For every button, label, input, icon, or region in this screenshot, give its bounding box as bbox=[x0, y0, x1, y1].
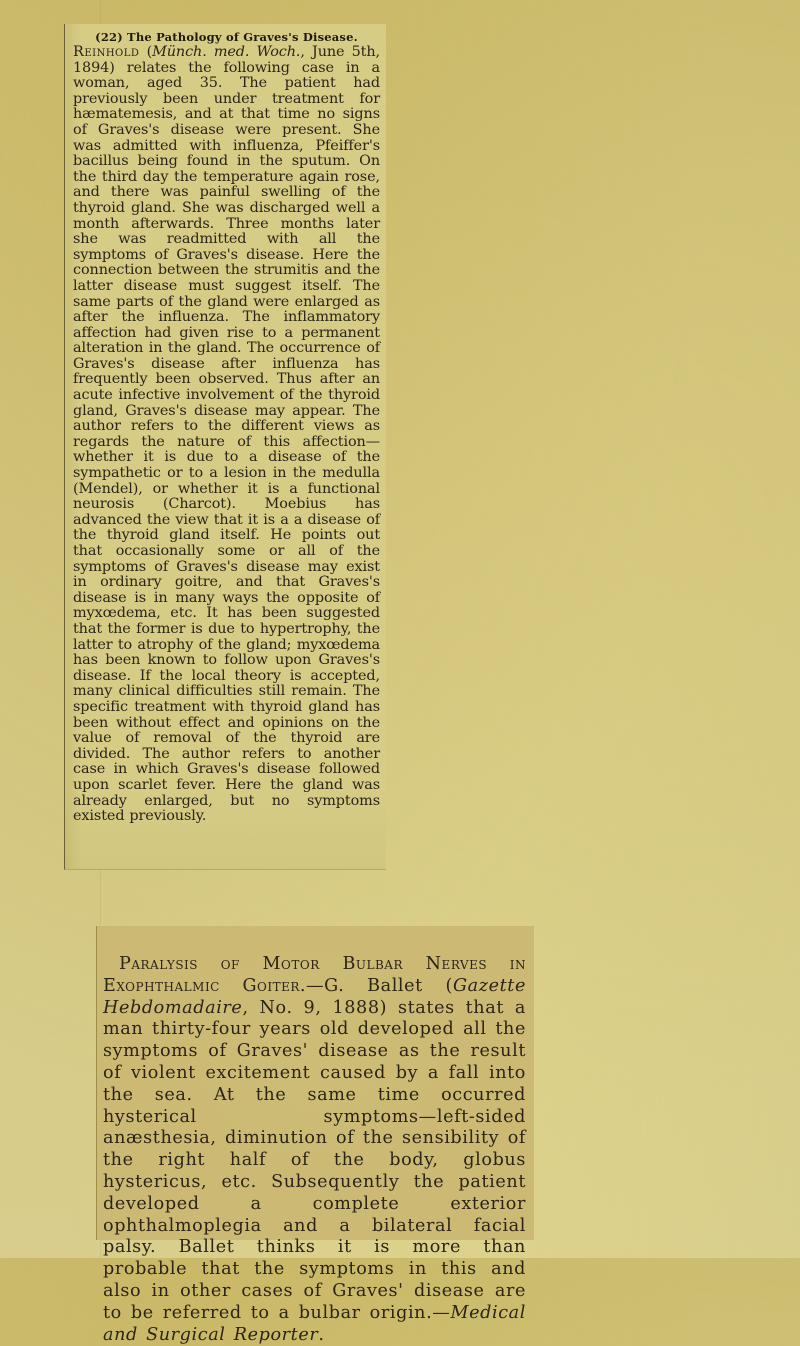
article-title: Paralysis of Motor Bulbar Nerves in Exophthalmic Goiter. bbox=[103, 954, 526, 996]
citation-date: , June 5th, 1894) bbox=[73, 44, 380, 76]
article-text: states that a man thirty-four years old developed all the symptoms of Graves' disease as the result of violent excitement caused by a fall into the sea. At the same time occurred hysterical symptoms—left-sided anæsthesia, diminution of the sensibility of the right half of the body, globus hystericus, etc. Subsequently the patient developed a complete exterior ophthalmoplegia and a bilateral facial palsy. Ballet thinks it is more than probable that the symptoms in this and also in other cases of Graves' disease are to be referred to a bulbar origin.— bbox=[103, 997, 526, 1323]
article-body bbox=[103, 954, 526, 1346]
citation-journal: Münch. med. Woch. bbox=[152, 44, 301, 60]
article-author: Reinhold bbox=[73, 44, 140, 60]
citation-open: ( bbox=[139, 44, 153, 60]
source-journal: Medical and Surgical Reporter bbox=[103, 1302, 526, 1345]
book-clipping-bulbar-paralysis bbox=[96, 926, 534, 1345]
citation-number: , No. 9, 1888) bbox=[242, 997, 388, 1018]
article-body bbox=[73, 45, 380, 825]
newspaper-clipping-graves-pathology bbox=[64, 24, 386, 870]
source-end: . bbox=[318, 1324, 325, 1345]
citation-journal: Gazette Hebdomadaire bbox=[103, 975, 526, 1018]
article-heading: (22) The Pathology of Graves's Disease. bbox=[95, 30, 358, 44]
article-text: relates the following case in a woman, aged 35. The patient had previously been under treatment for hæmatemesis, and at that time no signs of Graves's disease were present. She was admitted with influenza, Pfeiffer's bacillus being found in the sputum. On the third day the temperature again rose, and there was painful swelling of the thyroid gland. She was discharged well a month afterwards. Three months later she was readmitted with all the symptoms of Graves's disease. Here the connection between the strumitis and the latter disease must suggest itself. The same parts of the gland were enlarged as after the influenza. The inflammatory affection had given rise to a permanent alteration in the gland. The occurrence of Graves's disease after influenza has frequently been observed. Thus after an acute infective involvement of the thyroid gland, Graves's disease may appear. The author refers to the different views as regards the nature of this affection—whether it is due to a disease of the sympathetic or to a lesion in the medulla (Mendel), or whether it is a functional neurosis (Charcot). Moebius has advanced the view that it is a a disease of the thyroid gland itself. He points out that occasionally some or all of the symptoms of Graves's disease may exist in ordinary goitre, and that Graves's disease is in many ways the opposite of myxœdema, etc. It has been suggested that the former is due to hypertrophy, the latter to atrophy of the gland; myxœdema has been known to follow upon Graves's disease. If the local theory is accepted, many clinical difficulties still remain. The specific treatment with thyroid gland has been without effect and opinions on the value of removal of the thyroid are divided. The author refers to another case in which Graves's disease followed upon scarlet fever. Here the gland was already enlarged, but no symptoms existed previously. bbox=[73, 59, 380, 825]
author-attribution: —G. Ballet ( bbox=[305, 975, 454, 996]
